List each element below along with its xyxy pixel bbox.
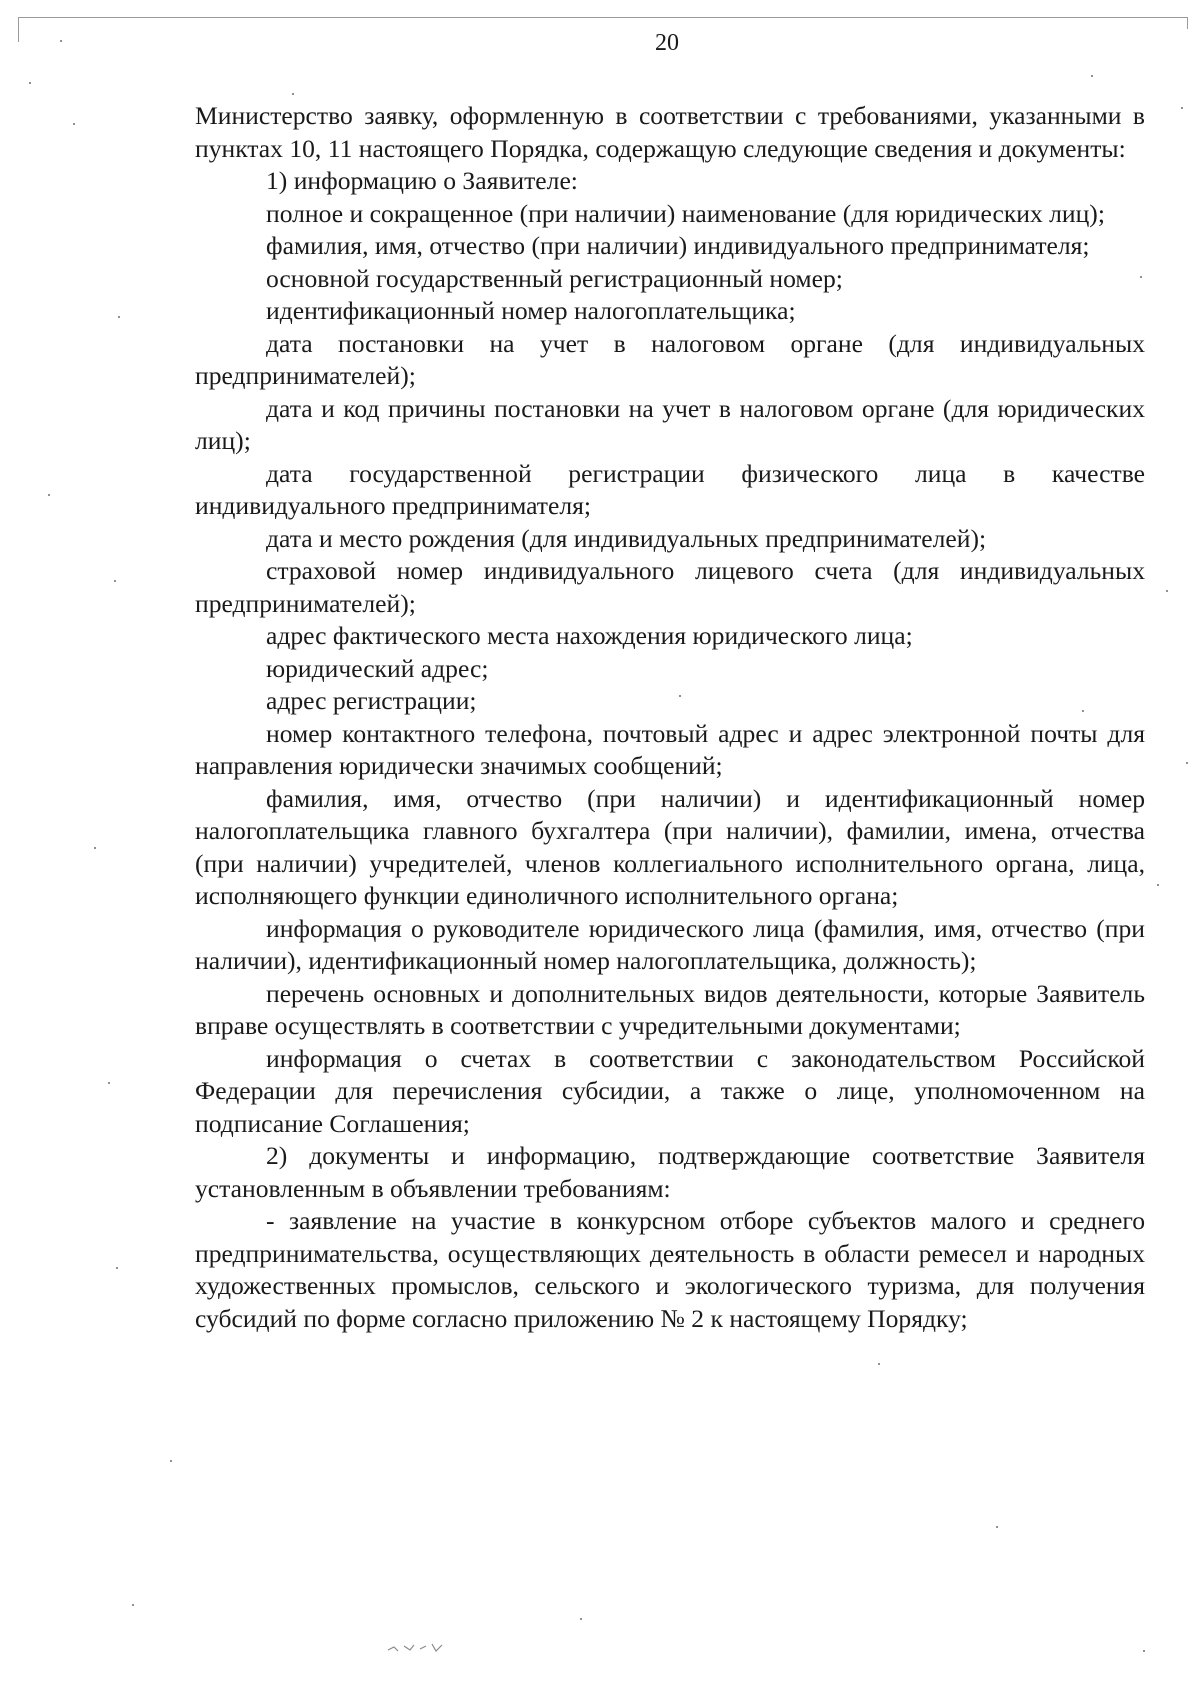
scan-speck bbox=[94, 847, 96, 849]
scan-speck bbox=[29, 82, 31, 84]
scan-speck bbox=[1091, 75, 1093, 77]
paragraph-ogrn: основной государственный регистрационный номер; bbox=[266, 263, 843, 293]
scan-speck bbox=[132, 1604, 134, 1606]
scan-speck bbox=[1157, 884, 1159, 886]
scan-speck bbox=[48, 494, 50, 496]
paragraph-accounts: информация о счетах в соответствии с законодательством Российской Федерации для перечисления субсидии, а также о лице, уполномоченном на подписание Соглашения; bbox=[195, 1043, 1145, 1138]
scan-speck bbox=[292, 93, 294, 95]
scan-speck bbox=[73, 123, 75, 125]
paragraph-intro: Министерство заявку, оформленную в соответствии с требованиями, указанными в пунктах 10, 11 настоящего Порядка, содержащую следующие сведения и документы: bbox=[195, 101, 1145, 163]
scan-speck bbox=[170, 1460, 172, 1462]
scan-speck bbox=[114, 580, 116, 582]
scan-speck bbox=[118, 316, 120, 318]
paragraph-accountant-founders: фамилия, имя, отчество (при наличии) и идентификационный номер налогоплательщика главного бухгалтера (при наличии), фамилии, имена, отчества (при наличии) учредителей, членов коллегиального исполнительного органа, лица, исполняющего функции единоличного исполнительного органа; bbox=[195, 783, 1145, 910]
paragraph-snils: страховой номер индивидуального лицевого счета (для индивидуальных предпринимателей); bbox=[195, 556, 1145, 618]
scan-speck bbox=[116, 1267, 118, 1269]
scan-mark bbox=[386, 1638, 446, 1656]
scan-speck bbox=[1186, 762, 1188, 764]
paragraph-state-registration: дата государственной регистрации физического лица в качестве индивидуального предпринимателя; bbox=[195, 458, 1145, 520]
paragraph-actual-address: адрес фактического места нахождения юридического лица; bbox=[266, 621, 913, 650]
scan-speck bbox=[679, 695, 681, 697]
scan-speck bbox=[108, 1082, 110, 1084]
paragraph-legal-address: юридический адрес; bbox=[266, 653, 489, 683]
paragraph-full-name: полное и сокращенное (при наличии) наименование (для юридических лиц); bbox=[266, 198, 1105, 228]
scan-speck bbox=[996, 1526, 998, 1528]
paragraph-documents: 2) документы и информацию, подтверждающие соответствие Заявителя установленным в объявлении требованиям: bbox=[195, 1141, 1145, 1203]
paragraph-head-info: информация о руководителе юридического лица (фамилия, имя, отчество (при наличии), идентификационный номер налогоплательщика, должность); bbox=[195, 913, 1145, 975]
paragraph-tax-registration-ip: дата постановки на учет в налоговом органе (для индивидуальных предпринимателей); bbox=[195, 328, 1145, 390]
paragraph-applicant-info: 1) информацию о Заявителе: bbox=[266, 166, 578, 195]
document-body bbox=[195, 100, 1145, 1335]
scan-speck bbox=[1140, 276, 1142, 278]
scan-speck bbox=[878, 1363, 880, 1365]
paragraph-contacts: номер контактного телефона, почтовый адрес и адрес электронной почты для направления юридически значимых сообщений; bbox=[195, 718, 1145, 780]
page-number: 20 bbox=[655, 30, 679, 56]
scan-speck bbox=[580, 1618, 582, 1620]
scan-speck bbox=[1166, 590, 1168, 592]
paragraph-application: - заявление на участие в конкурсном отборе субъектов малого и среднего предпринимательства, осуществляющих деятельность в области ремесел и народных художественных промыслов, сельского и экологического туризма, для получения субсидий по форме согласно приложению № 2 к настоящему Порядку; bbox=[195, 1206, 1145, 1333]
paragraph-entrepreneur-name: фамилия, имя, отчество (при наличии) индивидуального предпринимателя; bbox=[266, 231, 1090, 260]
paragraph-birth-date-place: дата и место рождения (для индивидуальных предпринимателей); bbox=[266, 523, 987, 553]
scan-speck bbox=[1082, 710, 1084, 712]
scan-speck bbox=[1143, 1650, 1145, 1652]
scan-border-top bbox=[18, 17, 1188, 18]
scan-speck bbox=[1181, 107, 1183, 109]
paragraph-registration-address: адрес регистрации; bbox=[266, 686, 477, 715]
paragraph-tax-registration-legal: дата и код причины постановки на учет в налоговом органе (для юридических лиц); bbox=[195, 393, 1145, 455]
paragraph-inn: идентификационный номер налогоплательщика; bbox=[266, 296, 796, 325]
paragraph-activities: перечень основных и дополнительных видов деятельности, которые Заявитель вправе осуществлять в соответствии с учредительными документами; bbox=[195, 978, 1145, 1040]
scan-speck bbox=[60, 40, 62, 42]
